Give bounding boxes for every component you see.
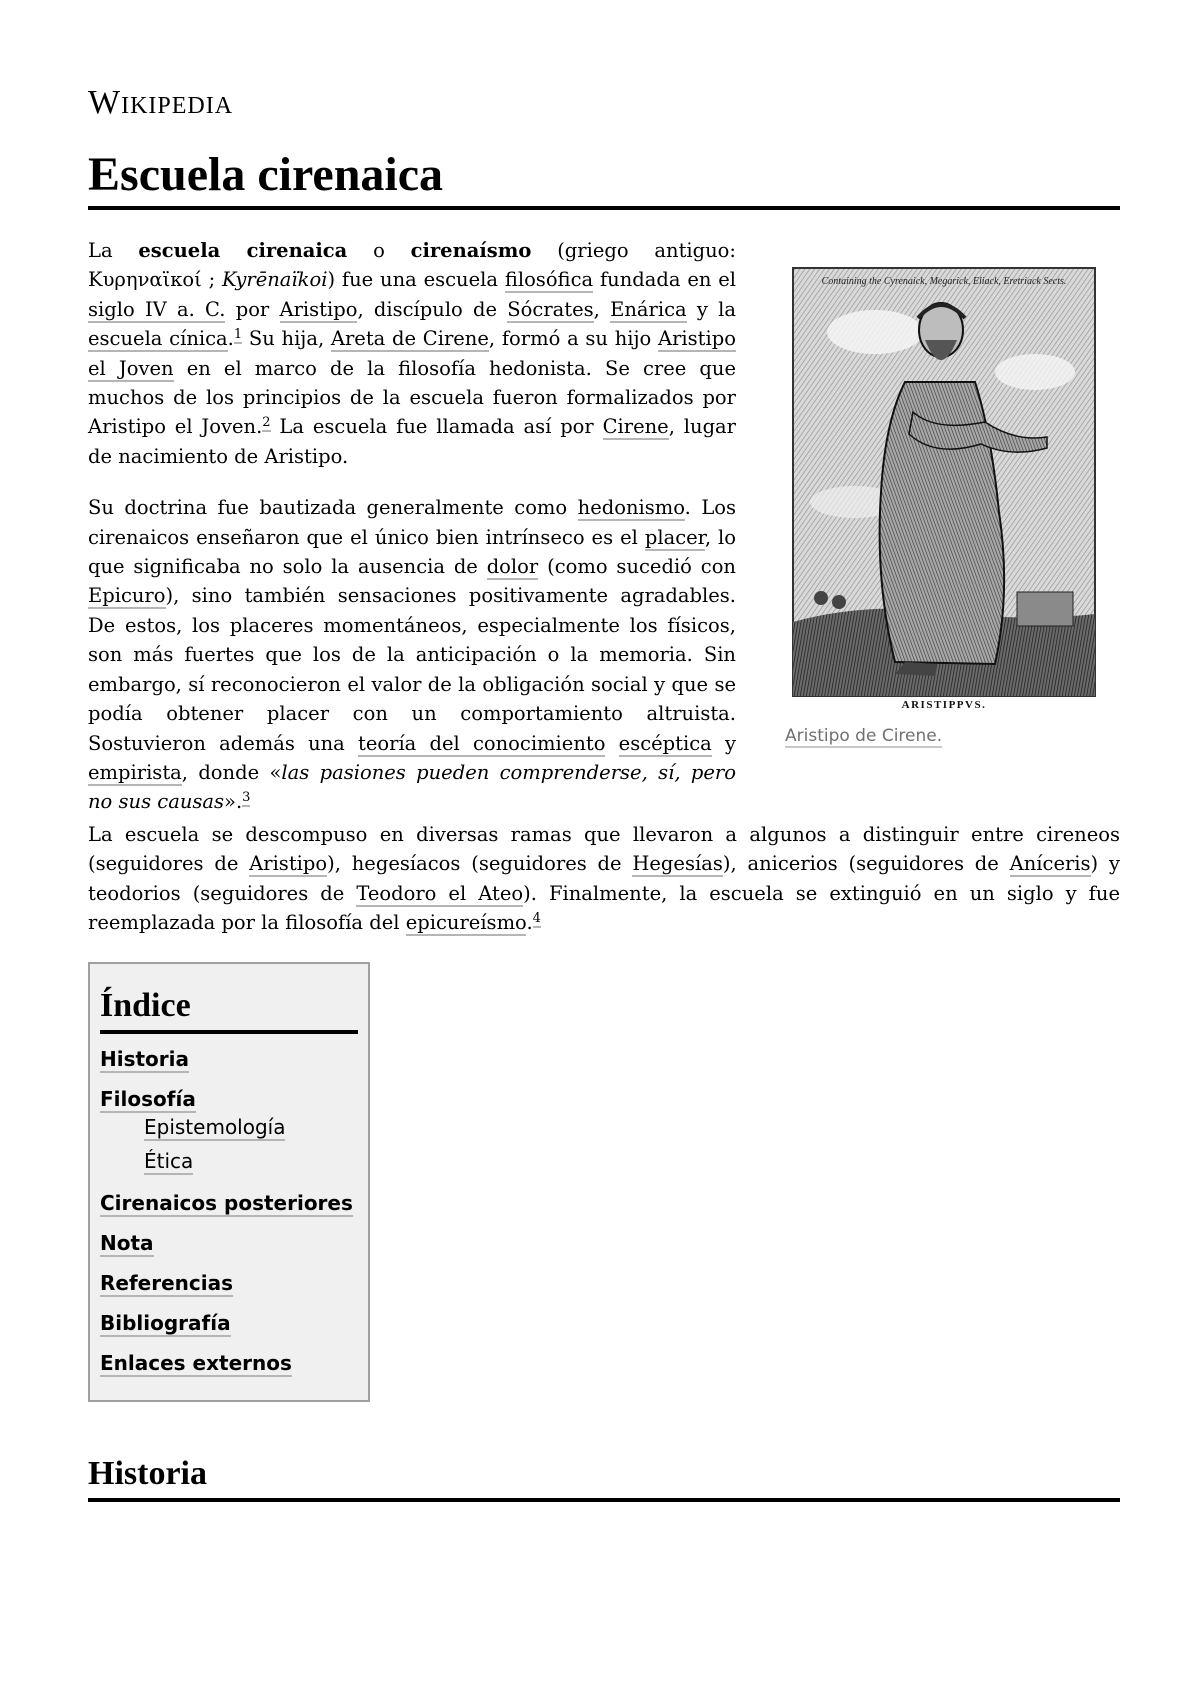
text: en el marco de la filosofía hedonista. Se cree que muchos de los principios de la escuela fueron formalizados por Aristipo el Joven. (88, 356, 736, 439)
toc-label: Referencias (100, 1271, 234, 1295)
link-areta-de-cirene[interactable]: Areta de Cirene (330, 327, 489, 351)
text: , donde « (181, 760, 282, 784)
text: , discípulo de (357, 297, 508, 321)
link-siglo-iv[interactable]: siglo IV a. C. (88, 297, 226, 321)
reference-4[interactable]: 4 (532, 910, 541, 926)
paragraph-3 (88, 820, 1120, 938)
text: , lo que significaba no solo la ausencia de (88, 525, 736, 579)
toc-item-bibliografia[interactable] (100, 1310, 358, 1336)
toc-item-cirenaicos-posteriores[interactable] (100, 1190, 358, 1216)
figure-caption (785, 726, 1120, 746)
toc-item-referencias[interactable] (100, 1270, 358, 1296)
text: , (593, 297, 611, 321)
section-heading-historia: Historia (88, 1452, 1120, 1502)
text: La escuela fue llamada así por (270, 415, 603, 439)
page-title: Escuela cirenaica (88, 146, 1120, 210)
text: La escuela se descompuso en diversas ramas que llevaron a algunos a distinguir entre cireneos (seguidores de (88, 823, 1120, 876)
italic-quote: las pasiones pueden comprenderse, sí, pero no sus causas (88, 760, 736, 814)
text: Su hija, (242, 327, 331, 351)
text: por (225, 297, 280, 321)
text: , lugar de nacimiento de Aristipo. (88, 415, 736, 468)
lead-section (88, 236, 736, 839)
link-cirene[interactable]: Cirene (602, 415, 669, 439)
link-teoria-del-conocimiento[interactable]: teoría del conocimiento (358, 731, 606, 755)
link-empirista[interactable]: empirista (88, 760, 182, 784)
bold-term: escuela cirenaica (138, 239, 348, 262)
engraving-banner: Containing the Cyrenaick, Megarick, Eliack, Eretriack Sects. (821, 276, 1067, 287)
text: , formó a su hijo (488, 327, 659, 351)
text: o (347, 239, 411, 262)
toc-label: Historia (100, 1047, 190, 1071)
link-aristipo-el-joven[interactable]: Aristipo el Joven (88, 327, 736, 380)
link-hedonismo[interactable]: hedonismo (577, 496, 685, 520)
toc-item-enlaces-externos[interactable] (100, 1350, 358, 1376)
link-epicureismo[interactable]: epicureísmo (405, 911, 527, 935)
italic-term: Kyrēnaïkoi (222, 268, 328, 292)
lead-paragraph-1 (88, 236, 736, 471)
toc-item-historia[interactable] (100, 1046, 358, 1072)
text: fundada en el (593, 268, 737, 292)
bold-term: cirenaísmo (410, 239, 532, 262)
text: ». (224, 790, 243, 814)
text: ), anicerios (seguidores de (722, 852, 1010, 876)
lead-paragraph-2 (88, 493, 736, 816)
link-placer[interactable]: placer (644, 525, 705, 549)
text: (griego antiguo: Κυρηναϊκοί ; (88, 239, 736, 292)
toc-label: Epistemología (144, 1115, 286, 1139)
link-dolor[interactable]: dolor (486, 555, 539, 579)
text: y (711, 731, 737, 755)
link-aniceris[interactable]: Aníceris (1009, 852, 1091, 876)
toc-label: Ética (144, 1149, 194, 1173)
toc-item-filosofia[interactable] (100, 1086, 358, 1112)
link-teodoro-el-ateo[interactable]: Teodoro el Ateo (356, 881, 524, 905)
link-aristipo[interactable]: Aristipo (279, 297, 358, 321)
toc-title: Índice (100, 984, 358, 1034)
link-aristipo-2[interactable]: Aristipo (249, 852, 328, 876)
text: ) y teodorios (seguidores de (88, 852, 1120, 905)
wikipedia-wordmark[interactable]: Wikipedia (88, 84, 234, 121)
reference-3[interactable]: 3 (242, 789, 251, 805)
link-escuela-cinica[interactable]: escuela cínica (88, 327, 228, 351)
toc-subitem-etica[interactable] (144, 1146, 358, 1176)
text: y la (686, 297, 736, 321)
link-enarica[interactable]: Enárica (610, 297, 687, 321)
reference-2[interactable]: 2 (262, 414, 271, 430)
text: . Los cirenaicos enseñaron que el único bien intrínseco es el (88, 496, 737, 549)
aristippus-engraving-image[interactable] (785, 262, 1103, 714)
text: (como sucedió con (538, 555, 736, 579)
toc-subitem-epistemologia[interactable] (144, 1112, 358, 1142)
text: . (227, 327, 234, 351)
toc-label: Enlaces externos (100, 1351, 292, 1375)
text: ) fue una escuela (327, 268, 505, 292)
text: . (526, 911, 533, 935)
toc-label: Filosofía (100, 1087, 196, 1111)
link-epicuro[interactable]: Epicuro (88, 584, 166, 608)
text: ), sino también sensaciones positivamente agradables. De estos, los placeres momentáneos, especialmente los físicos, son más fuertes que los de la anticipación o la memoria. Sin embargo, sí reconocieron el valor de la obligación social y que se podía obtener placer con un comportamiento altruista. Sostuvieron además una (88, 584, 736, 755)
engraving-label: ARISTIPPVS. (901, 699, 987, 711)
text: ). Finalmente, la escuela se extinguió en un siglo y fue reemplazada por la filosofía del (88, 881, 1120, 935)
infobox-figure (785, 262, 1120, 746)
text: ), hegesíacos (seguidores de (327, 852, 633, 876)
link-hegesias[interactable]: Hegesías (632, 852, 723, 876)
toc-label: Cirenaicos posteriores (100, 1191, 353, 1215)
toc-item-nota[interactable] (100, 1230, 358, 1256)
toc-label: Bibliografía (100, 1311, 231, 1335)
reference-1[interactable]: 1 (233, 326, 243, 342)
text (605, 732, 618, 755)
text: Su doctrina fue bautizada generalmente como (88, 496, 578, 520)
text: La (88, 239, 139, 262)
link-filosofica[interactable]: filosófica (504, 268, 594, 292)
link-esceptica[interactable]: escéptica (618, 731, 712, 755)
toc-label: Nota (100, 1231, 154, 1255)
figure-caption-link[interactable]: Aristipo de Cirene. (785, 726, 943, 746)
table-of-contents (88, 962, 370, 1402)
link-socrates[interactable]: Sócrates (507, 297, 594, 321)
